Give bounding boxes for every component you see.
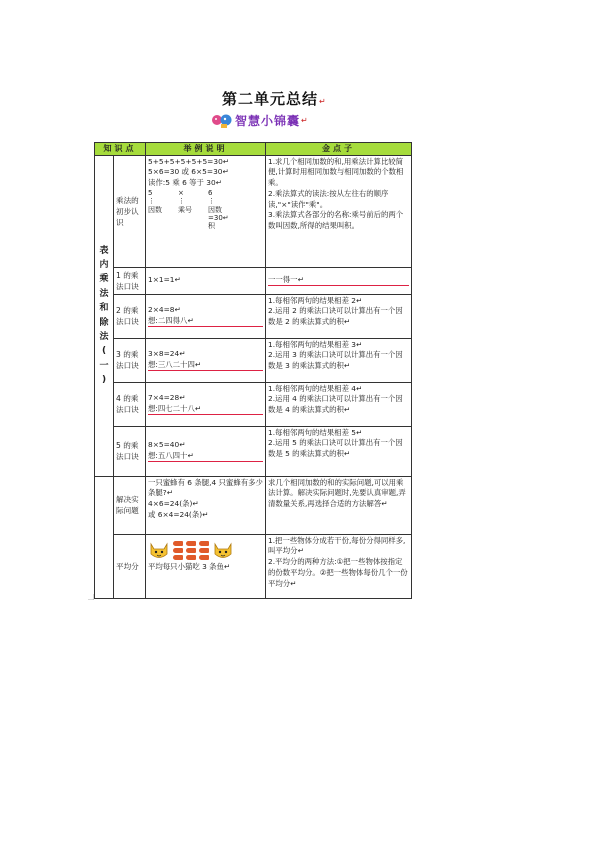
fish-picture xyxy=(148,540,263,562)
example-cell: 8×5=40↵ 想:五八四十↵ xyxy=(146,426,266,476)
topic-label: 解决实际问题 xyxy=(114,476,146,534)
cat-icon xyxy=(212,540,234,562)
fish-icon xyxy=(199,541,209,546)
topic-label: 5 的乘法口诀 xyxy=(114,426,146,476)
example-cell: 一只蜜蜂有 6 条腿,4 只蜜蜂有多少条腿?↵ 4×6=24(条)↵ 或 6×4=24(条)↵ xyxy=(146,476,266,534)
topic-label: 4 的乘法口诀 xyxy=(114,382,146,426)
topic-label: 3 的乘法口诀 xyxy=(114,338,146,382)
fish-icon xyxy=(173,548,183,553)
example-cell: 平均每只小猫吃 3 条鱼↵ xyxy=(146,534,266,598)
gold-cell: 1.每相邻两句的结果相差 4↵ 2.运用 4 的乘法口诀可以计算出有一个因数是 4 的乘法算式的积↵ xyxy=(266,382,412,426)
example-cell: 5+5+5+5+5+5=30↵ 5×6=30 或 6×5=30↵ 读作:5 乘 6 等于 30↵ 5 × 6 ⋮ ⋮ ⋮ 因数 乘号 因数 =30↵ 积 xyxy=(146,155,266,267)
page-title: 第二单元总结↵ xyxy=(222,90,327,108)
corner-mark xyxy=(88,594,94,600)
header-gold: 金点子 xyxy=(266,143,412,156)
fish-icon xyxy=(186,541,196,546)
cat-icon xyxy=(148,540,170,562)
fish-icon xyxy=(186,555,196,560)
fish-icon xyxy=(173,555,183,560)
gold-cell: 1.把一些物体分成若干份,每份分得同样多,叫平均分↵ 2.平均分的两种方法:①把一些物体按指定的份数平均分。②把一些物体每份几个一份平均分↵ xyxy=(266,534,412,598)
header-example: 举例说明 xyxy=(146,143,266,156)
gold-cell: 求几个相同加数的和的实际问题,可以用乘法计算。解决实际问题时,先要认真审题,弄清数量关系,再选择合适的方法解答↵ xyxy=(266,476,412,534)
fish-icon xyxy=(199,548,209,553)
example-cell: 3×8=24↵ 想:三八二十四↵ xyxy=(146,338,266,382)
topic-label: 2 的乘法口诀 xyxy=(114,294,146,338)
fish-icon xyxy=(173,541,183,546)
gold-cell: 一一得一↵ xyxy=(266,267,412,294)
summary-table xyxy=(94,142,412,599)
fish-group xyxy=(173,541,209,560)
gold-cell: 1.每相邻两句的结果相差 2↵ 2.运用 2 的乘法口诀可以计算出有一个因数是 2 的乘法算式的积↵ xyxy=(266,294,412,338)
gold-cell: 1.每相邻两句的结果相差 5↵ 2.运用 5 的乘法口诀可以计算出有一个因数是 5 的乘法算式的积↵ xyxy=(266,426,412,476)
section-label: 表 内 乘 法 和 除 法 ( 一 ) xyxy=(95,155,114,476)
gold-cell: 1.求几个相同加数的和,用乘法计算比较简便,计算时用相同加数与相同加数的个数相乘。 2.乘法算式的读法:按从左往右的顺序读,"×"读作"乘"。 3.乘法算式各部分的名称:乘号前后的两个数叫因数,所得的结果叫积。 xyxy=(266,155,412,267)
multiplication-parts: 5 × 6 ⋮ ⋮ ⋮ 因数 乘号 因数 =30↵ 积 xyxy=(148,188,229,231)
mascot-icon xyxy=(211,111,233,129)
topic-label: 1 的乘法口诀 xyxy=(114,267,146,294)
header-knowledge: 知识点 xyxy=(95,143,146,156)
topic-label: 平均分 xyxy=(114,534,146,598)
gold-cell: 1.每相邻两句的结果相差 3↵ 2.运用 3 的乘法口诀可以计算出有一个因数是 3 的乘法算式的积↵ xyxy=(266,338,412,382)
example-cell: 2×4=8↵ 想:二四得八↵ xyxy=(146,294,266,338)
fish-icon xyxy=(199,555,209,560)
topic-label: 乘法的初步认识 xyxy=(114,155,146,267)
example-cell: 1×1=1↵ xyxy=(146,267,266,294)
example-cell: 7×4=28↵ 想:四七二十八↵ xyxy=(146,382,266,426)
subtitle: 智慧小锦囊 ↵ xyxy=(211,111,308,129)
fish-icon xyxy=(186,548,196,553)
